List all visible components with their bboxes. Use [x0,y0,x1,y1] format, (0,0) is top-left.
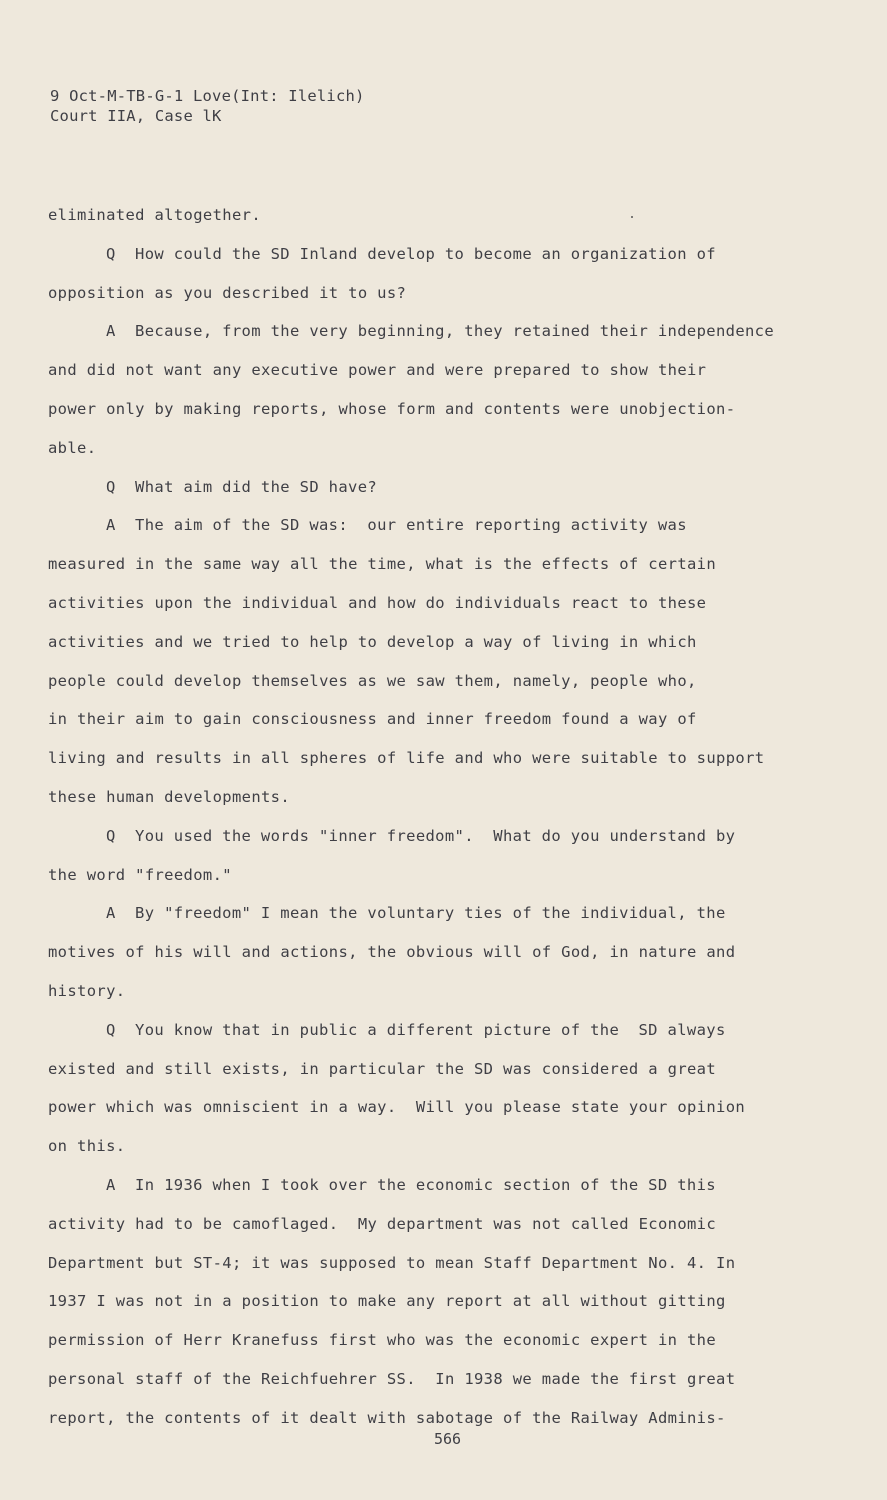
transcript-line: A In 1936 when I took over the economic section of the SD this [106,1175,716,1194]
page-number: 566 [433,1430,462,1448]
transcript-line: able. [48,438,97,457]
transcript-line: eliminated altogether. [48,206,261,224]
document-header [50,86,365,126]
transcript-line: activity had to be camoflaged. My department was not called Economic [48,1214,717,1233]
transcript-line: personal staff of the Reichfuehrer SS. In 1938 we made the first great [48,1369,736,1388]
header-line-1: 9 Oct-M-TB-G-1 Love(Int: Ilelich) [50,87,365,105]
transcript-line: 1937 I was not in a position to make any report at all without gitting [48,1292,726,1311]
transcript-line: measured in the same way all the time, what is the effects of certain [48,555,717,574]
transcript-line: A Because, from the very beginning, they retained their independence [106,322,775,341]
transcript-line: on this. [48,1137,126,1156]
transcript-line: history. [48,981,126,1000]
transcript-line: activities and we tried to help to develop a way of living in which [48,632,697,651]
transcript-line: power which was omniscient in a way. Will you please state your opinion [48,1098,746,1117]
transcript-line: power only by making reports, whose form and contents were unobjection- [48,399,736,418]
transcript-line: Q What aim did the SD have? [106,477,378,496]
transcript-line: people could develop themselves as we saw them, namely, people who, [48,671,697,690]
transcript-line: Q You know that in public a different picture of the SD always [106,1020,726,1039]
transcript-body [48,196,808,1438]
transcript-line: report, the contents of it dealt with sabotage of the Railway Adminis- [48,1408,726,1427]
transcript-line: the word "freedom." [48,865,232,884]
transcript-line: motives of his will and actions, the obvious will of God, in nature and [48,943,736,962]
transcript-line: permission of Herr Kranefuss first who was the economic expert in the [48,1331,717,1350]
transcript-line: activities upon the individual and how do individuals react to these [48,593,707,612]
header-line-2: Court IIA, Case lK [50,107,222,125]
transcript-line: A The aim of the SD was: our entire reporting activity was [106,516,687,535]
transcript-line: opposition as you described it to us? [48,283,407,302]
transcript-line: and did not want any executive power and were prepared to show their [48,361,707,380]
transcript-line: Q How could the SD Inland develop to become an organization of [106,244,716,263]
transcript-line: Department but ST-4; it was supposed to mean Staff Department No. 4. In [48,1253,736,1272]
transcript-line: these human developments. [48,787,291,806]
transcript-line: Q You used the words "inner freedom". What do you understand by [106,826,736,845]
transcript-line: existed and still exists, in particular the SD was considered a great [48,1059,717,1078]
transcript-line: A By "freedom" I mean the voluntary ties of the individual, the [106,904,726,923]
transcript-line: living and results in all spheres of life and who were suitable to support [48,749,765,768]
transcript-line: in their aim to gain consciousness and inner freedom found a way of [48,710,697,729]
